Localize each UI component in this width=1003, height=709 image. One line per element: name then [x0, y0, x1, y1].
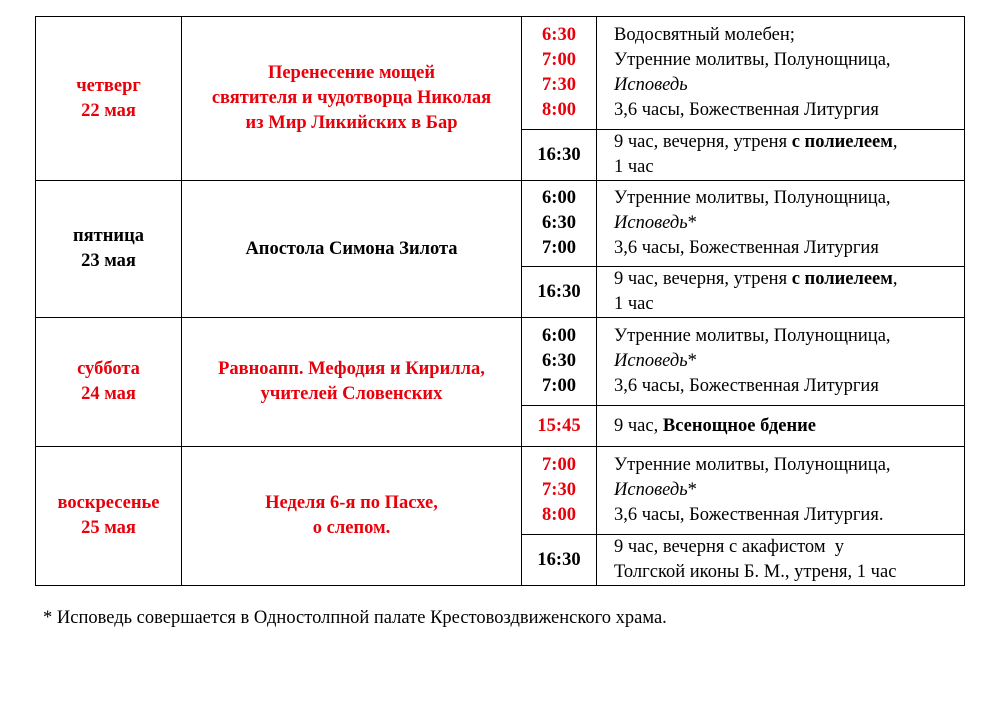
- services-cell: [597, 130, 965, 181]
- weekday: воскресенье: [57, 493, 160, 513]
- feast-line: Апостола Симона Зилота: [245, 238, 458, 259]
- service-line: [614, 130, 958, 155]
- date: 22 мая: [81, 100, 136, 121]
- confession-line: [614, 478, 958, 503]
- service-line: 3,6 часы, Божественная Литургия.: [614, 505, 884, 525]
- confession-line: Исповедь: [614, 75, 688, 95]
- service-line: 9 час, вечерня с акафистом у: [614, 537, 845, 557]
- weekday: пятница: [73, 226, 144, 246]
- service-line: Утренние молитвы, Полунощница,: [614, 326, 891, 346]
- service-time: 6:00: [542, 188, 576, 208]
- service-line: 3,6 часы, Божественная Литургия: [614, 376, 879, 396]
- table-row: [36, 181, 965, 267]
- services-cell: [597, 447, 965, 535]
- service-line: Утренние молитвы, Полунощница,: [614, 50, 891, 70]
- time-cell: [522, 447, 597, 535]
- service-time: 7:00: [542, 455, 576, 475]
- confession-text: Исповедь: [614, 213, 688, 233]
- service-line: 3,6 часы, Божественная Литургия: [614, 100, 879, 120]
- feast-cell: [182, 318, 522, 447]
- footnote: * Исповедь совершается в Одностолпной палате Крестовоздвиженского храма.: [43, 608, 667, 628]
- services-cell: [597, 406, 965, 447]
- service-bold: с полиелеем: [791, 132, 893, 152]
- service-time: 6:00: [542, 326, 576, 346]
- feast-line: святителя и чудотворца Николая: [211, 88, 492, 108]
- service-line: 3,6 часы, Божественная Литургия: [614, 238, 879, 258]
- service-line: Утренние молитвы, Полунощница,: [614, 188, 891, 208]
- service-time: 7:00: [542, 376, 576, 396]
- table-row: [36, 318, 965, 406]
- service-time: 16:30: [537, 281, 581, 302]
- service-bold: Всенощное бдение: [662, 415, 817, 436]
- service-time: 6:30: [542, 25, 576, 45]
- feast-line: о слепом.: [312, 518, 391, 538]
- day-cell: [36, 318, 182, 447]
- footnote-mark: *: [687, 351, 697, 371]
- footnote-mark: *: [687, 213, 697, 233]
- date: 24 мая: [81, 384, 136, 404]
- service-time: 16:30: [537, 549, 581, 570]
- service-line: 1 час: [614, 294, 654, 314]
- services-cell: [597, 267, 965, 318]
- service-text: 9 час, вечерня, утреня: [614, 269, 792, 289]
- feast-cell: [182, 181, 522, 318]
- schedule-table: [35, 16, 965, 586]
- service-time: 8:00: [542, 505, 576, 525]
- service-text: 9 час, вечерня, утреня: [614, 132, 792, 152]
- service-line: [614, 414, 958, 439]
- services-cell: [597, 181, 965, 267]
- date: 23 мая: [81, 251, 136, 271]
- service-time: 6:30: [542, 213, 576, 233]
- day-cell: [36, 17, 182, 181]
- services-cell: [597, 535, 965, 586]
- weekday: суббота: [77, 359, 140, 379]
- service-time: 7:00: [542, 238, 576, 258]
- time-cell: [522, 17, 597, 130]
- service-line: Водосвятный молебен;: [614, 25, 795, 45]
- service-time: 16:30: [537, 144, 581, 165]
- service-line: [614, 267, 958, 292]
- services-cell: [597, 17, 965, 130]
- day-cell: [36, 181, 182, 318]
- table-row: [36, 447, 965, 535]
- feast-cell: [182, 17, 522, 181]
- footnote-mark: *: [687, 480, 697, 500]
- feast-line: Равноапп. Мефодия и Кирилла,: [218, 359, 485, 379]
- service-line: 1 час: [614, 157, 654, 177]
- weekday: четверг: [76, 75, 141, 96]
- time-cell: [522, 181, 597, 267]
- feast-line: Неделя 6-я по Пасхе,: [265, 493, 438, 513]
- service-line: Толгской иконы Б. М., утреня, 1 час: [614, 562, 897, 582]
- service-time: 7:30: [542, 75, 576, 95]
- service-line: Утренние молитвы, Полунощница,: [614, 455, 891, 475]
- table-row: [36, 17, 965, 130]
- time-cell: [522, 318, 597, 406]
- confession-line: [614, 349, 958, 374]
- time-cell: [522, 267, 597, 318]
- service-time: 7:00: [542, 50, 576, 70]
- feast-line: учителей Словенских: [260, 384, 443, 404]
- time-cell: [522, 406, 597, 447]
- confession-line: [614, 211, 958, 236]
- service-text: ,: [892, 269, 898, 289]
- service-bold: с полиелеем: [791, 269, 893, 289]
- service-time: 6:30: [542, 351, 576, 371]
- feast-line: из Мир Ликийских в Бар: [245, 113, 458, 133]
- service-text: ,: [892, 132, 898, 152]
- services-cell: [597, 318, 965, 406]
- service-time: 15:45: [537, 415, 581, 436]
- service-text: 9 час,: [614, 415, 663, 436]
- time-cell: [522, 535, 597, 586]
- day-cell: [36, 447, 182, 586]
- feast-line: Перенесение мощей: [267, 63, 436, 83]
- service-time: 7:30: [542, 480, 576, 500]
- time-cell: [522, 130, 597, 181]
- service-time: 8:00: [542, 100, 576, 120]
- confession-text: Исповедь: [614, 351, 688, 371]
- date: 25 мая: [81, 518, 136, 538]
- feast-cell: [182, 447, 522, 586]
- confession-text: Исповедь: [614, 480, 688, 500]
